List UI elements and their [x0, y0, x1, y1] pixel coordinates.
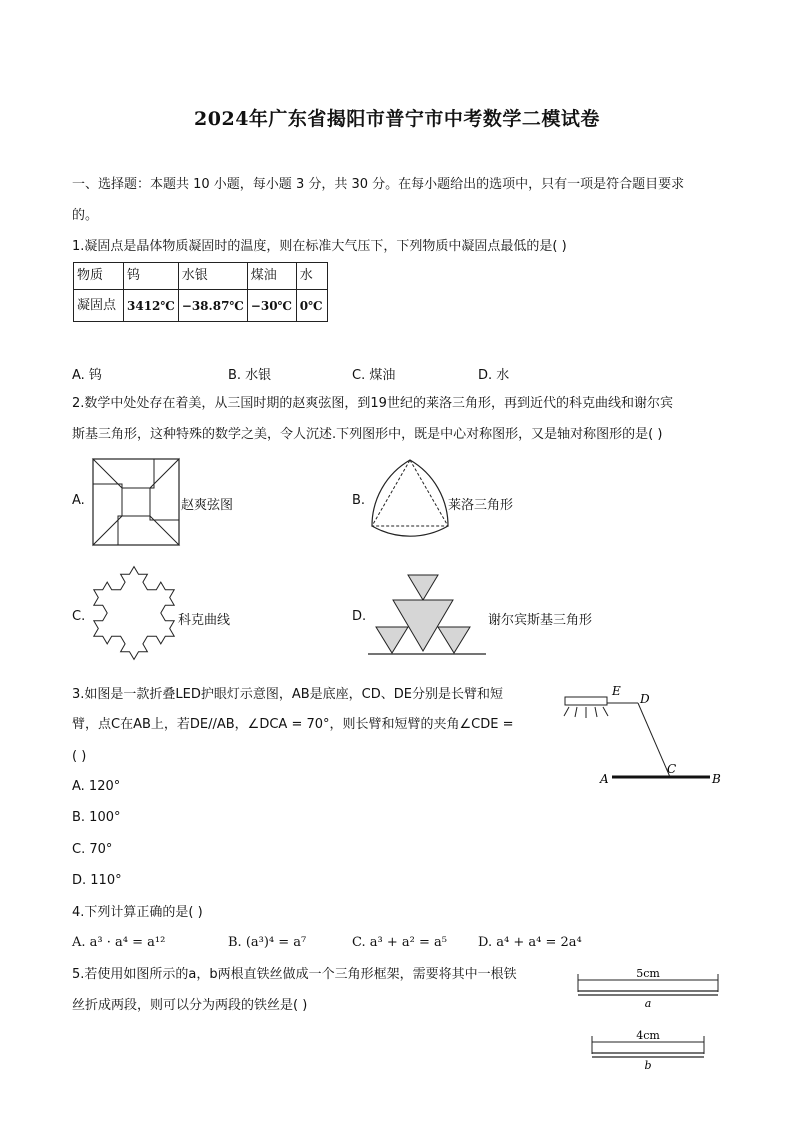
table-row — [74, 263, 328, 290]
table-cell: 水 — [296, 263, 327, 290]
label-a: A — [600, 772, 609, 786]
q2-option-a-letter[interactable]: A. — [72, 493, 85, 508]
q3-stem-cont: 臂，点C在AB上，若DE//AB，∠DCA = 70°，则长臂和短臂的夹角∠CDE = — [72, 717, 514, 732]
koch-outline — [94, 567, 174, 660]
q1-option-d[interactable]: D. 水 — [478, 368, 510, 383]
section-heading: 一、选择题：本题共 10 小题，每小题 3 分，共 30 分。在每小题给出的选项中，只有一项是符合题目要求 — [72, 177, 685, 192]
q3-option-c[interactable]: C. 70° — [72, 842, 113, 857]
label-e: E — [612, 684, 621, 698]
q2-stem-cont: 斯基三角形，这种特殊的数学之美，令人沉述.下列图形中，既是中心对称图形，又是轴对称图形的是( ) — [72, 427, 663, 442]
table-row — [74, 290, 328, 322]
q2-caption-a: 赵爽弦图 — [181, 498, 234, 513]
q1-stem: 1.凝固点是晶体物质凝固时的温度，则在标准大气压下，下列物质中凝固点最低的是( ) — [72, 239, 567, 254]
wire-a-diagram — [574, 966, 724, 1010]
q2-option-b-letter[interactable]: B. — [352, 493, 366, 508]
q2-option-d-letter[interactable]: D. — [352, 609, 367, 624]
q2-caption-b: 莱洛三角形 — [448, 498, 514, 513]
sierpinski-triangle — [368, 573, 488, 657]
q2-option-c-letter[interactable]: C. — [72, 609, 86, 624]
q1-option-c[interactable]: C. 煤油 — [352, 368, 396, 383]
table-cell: 煤油 — [247, 263, 296, 290]
freezing-point-table — [73, 262, 328, 322]
q3-option-a[interactable]: A. 120° — [72, 779, 121, 794]
q3-stem: 3.如图是一款折叠LED护眼灯示意图，AB是底座，CD、DE分别是长臂和短 — [72, 687, 503, 702]
q4-option-a[interactable]: A. a³ · a⁴ = a¹² — [72, 935, 166, 950]
page-title: 2024年广东省揭阳市普宁市中考数学二模试卷 — [194, 108, 600, 130]
table-cell: 凝固点 — [74, 290, 124, 322]
q4-option-c[interactable]: C. a³ + a² = a⁵ — [352, 935, 447, 950]
q3-option-b[interactable]: B. 100° — [72, 810, 121, 825]
koch-curve — [86, 561, 182, 665]
zhao-shuang-diagram — [92, 458, 180, 546]
wire-b-name: b — [644, 1059, 652, 1072]
q2-caption-d: 谢尔宾斯基三角形 — [488, 613, 593, 628]
reuleaux-triangle — [370, 458, 450, 532]
table-cell: 物质 — [74, 263, 124, 290]
table-cell: 3412℃ — [124, 290, 179, 322]
q4-option-d[interactable]: D. a⁴ + a⁴ = 2a⁴ — [478, 935, 582, 950]
q4-stem: 4.下列计算正确的是( ) — [72, 905, 203, 920]
table-cell: 钨 — [124, 263, 179, 290]
q5-stem: 5.若使用如图所示的a，b两根直铁丝做成一个三角形框架，需要将其中一根铁 — [72, 967, 517, 982]
section-heading-cont: 的。 — [72, 208, 99, 223]
table-cell: −30℃ — [247, 290, 296, 322]
q1-option-b[interactable]: B. 水银 — [228, 368, 272, 383]
q4-option-b[interactable]: B. (a³)⁴ = a⁷ — [228, 935, 307, 950]
q3-option-d[interactable]: D. 110° — [72, 873, 122, 888]
led-lamp-diagram — [560, 683, 730, 793]
table-cell: 0℃ — [296, 290, 327, 322]
table-cell: 水银 — [178, 263, 247, 290]
q2-stem: 2.数学中处处存在着美，从三国时期的赵爽弦图，到19世纪的莱洛三角形，再到近代的科克曲线和谢尔宾 — [72, 396, 673, 411]
wire-b-length: 4cm — [636, 1029, 660, 1042]
q5-stem-cont: 丝折成两段，则可以分为两段的铁丝是( ) — [72, 998, 308, 1013]
label-b: B — [712, 772, 721, 786]
label-d: D — [640, 692, 650, 706]
label-c: C — [667, 762, 677, 776]
q1-option-a[interactable]: A. 钨 — [72, 368, 102, 383]
q3-stem-cont2: ( ) — [72, 749, 87, 764]
wire-b-diagram — [588, 1028, 710, 1072]
wire-a-name: a — [644, 997, 652, 1010]
wire-a-length: 5cm — [636, 967, 660, 980]
table-cell: −38.87℃ — [178, 290, 247, 322]
q2-caption-c: 科克曲线 — [178, 613, 231, 628]
